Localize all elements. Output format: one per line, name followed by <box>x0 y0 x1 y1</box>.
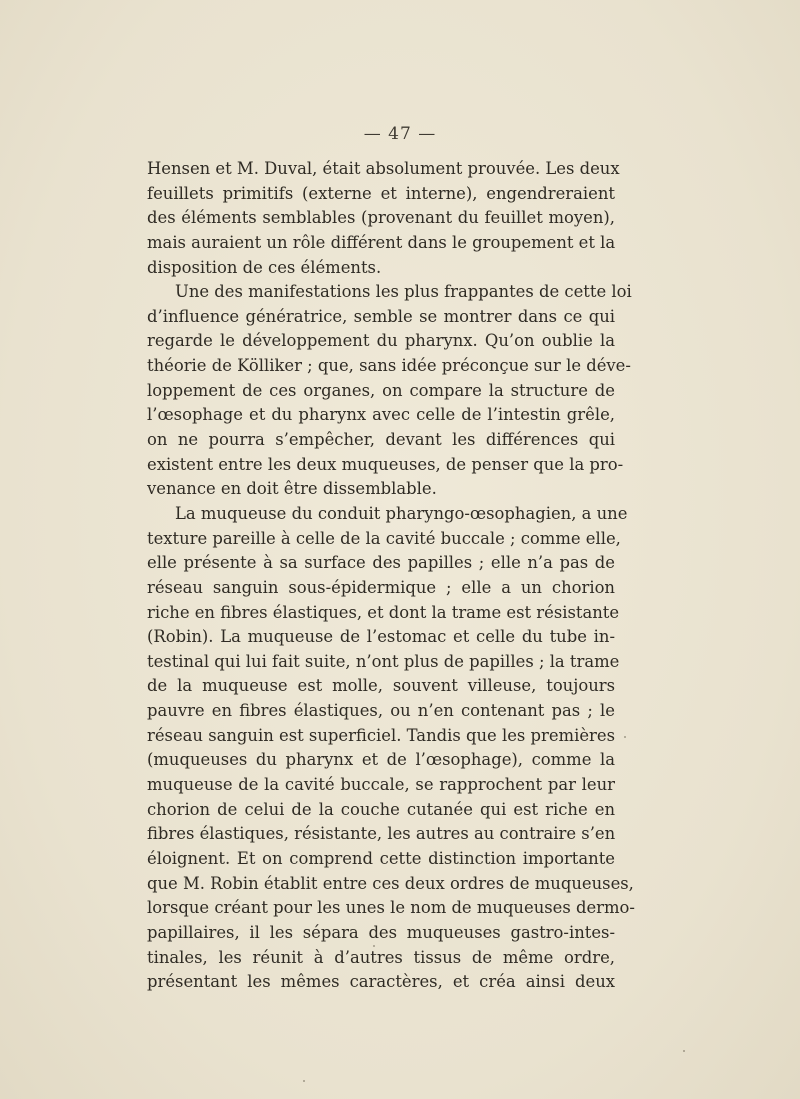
text-line: regarde le développement du pharynx. Qu’on oublie la <box>147 331 615 351</box>
paper-speck <box>683 1050 685 1052</box>
text-line: existent entre les deux muqueuses, de penser que la pro- <box>147 454 624 474</box>
text-line: papillaires, il les sépara des muqueuses gastro-intes- <box>147 922 615 942</box>
text-line: loppement de ces organes, on compare la structure de <box>147 380 615 400</box>
text-line: l’œsophage et du pharynx avec celle de l’intestin grêle, <box>147 405 615 425</box>
text-line: muqueuse de la cavité buccale, se rapprochent par leur <box>147 775 615 795</box>
text-line: chorion de celui de la couche cutanée qui est riche en <box>147 799 615 819</box>
text-line: tinales, les réunit à d’autres tissus de même ordre, <box>147 947 615 967</box>
text-line: disposition de ces éléments. <box>147 257 382 277</box>
text-line: présentant les mêmes caractères, et créa ainsi deux <box>147 972 615 992</box>
text-line: lorsque créant pour les unes le nom de muqueuses dermo- <box>147 898 635 918</box>
text-line: (muqueuses du pharynx et de l’œsophage), comme la <box>147 750 615 770</box>
text-line: réseau sanguin est superficiel. Tandis que les premières <box>147 725 615 745</box>
text-line: que M. Robin établit entre ces deux ordres de muqueuses, <box>147 873 634 893</box>
text-line: elle présente à sa surface des papilles ; elle n’a pas de <box>147 553 615 573</box>
text-line: théorie de Kölliker ; que, sans idée préconçue sur le déve- <box>147 356 631 376</box>
paper-speck <box>373 945 375 947</box>
text-line: La muqueuse du conduit pharyngo-œsophagien, a une <box>175 503 628 523</box>
text-line: d’influence génératrice, semble se montrer dans ce qui <box>147 306 615 326</box>
text-line: Une des manifestations les plus frappantes de cette loi <box>175 282 632 302</box>
text-line: mais auraient un rôle différent dans le groupement et la <box>147 232 616 252</box>
text-line: testinal qui lui fait suite, n’ont plus de papilles ; la trame <box>147 651 620 671</box>
text-line: riche en fibres élastiques, et dont la trame est résistante <box>147 602 620 622</box>
text-line: réseau sanguin sous-épidermique ; elle a un chorion <box>147 577 615 597</box>
text-line: (Robin). La muqueuse de l’estomac et celle du tube in- <box>147 627 615 647</box>
text-line: feuillets primitifs (externe et interne), engendreraient <box>147 183 615 203</box>
text-line: venance en doit être dissemblable. <box>147 479 437 499</box>
body-text <box>147 157 635 995</box>
text-line: de la muqueuse est molle, souvent villeuse, toujours <box>147 676 615 696</box>
text-line: on ne pourra s’empêcher, devant les différences qui <box>147 430 615 450</box>
page-number: — 47 — <box>363 124 437 144</box>
text-line: texture pareille à celle de la cavité buccale ; comme elle, <box>147 528 621 548</box>
text-line: Hensen et M. Duval, était absolument prouvée. Les deux <box>147 159 620 178</box>
paper-speck <box>303 1080 305 1082</box>
paper-speck <box>624 736 626 738</box>
text-line: pauvre en fibres élastiques, ou n’en contenant pas ; le <box>147 701 615 721</box>
text-line: fibres élastiques, résistante, les autres au contraire s’en <box>147 824 616 844</box>
text-line: des éléments semblables (provenant du feuillet moyen), <box>147 208 615 228</box>
text-line: éloignent. Et on comprend cette distinction importante <box>147 848 615 868</box>
